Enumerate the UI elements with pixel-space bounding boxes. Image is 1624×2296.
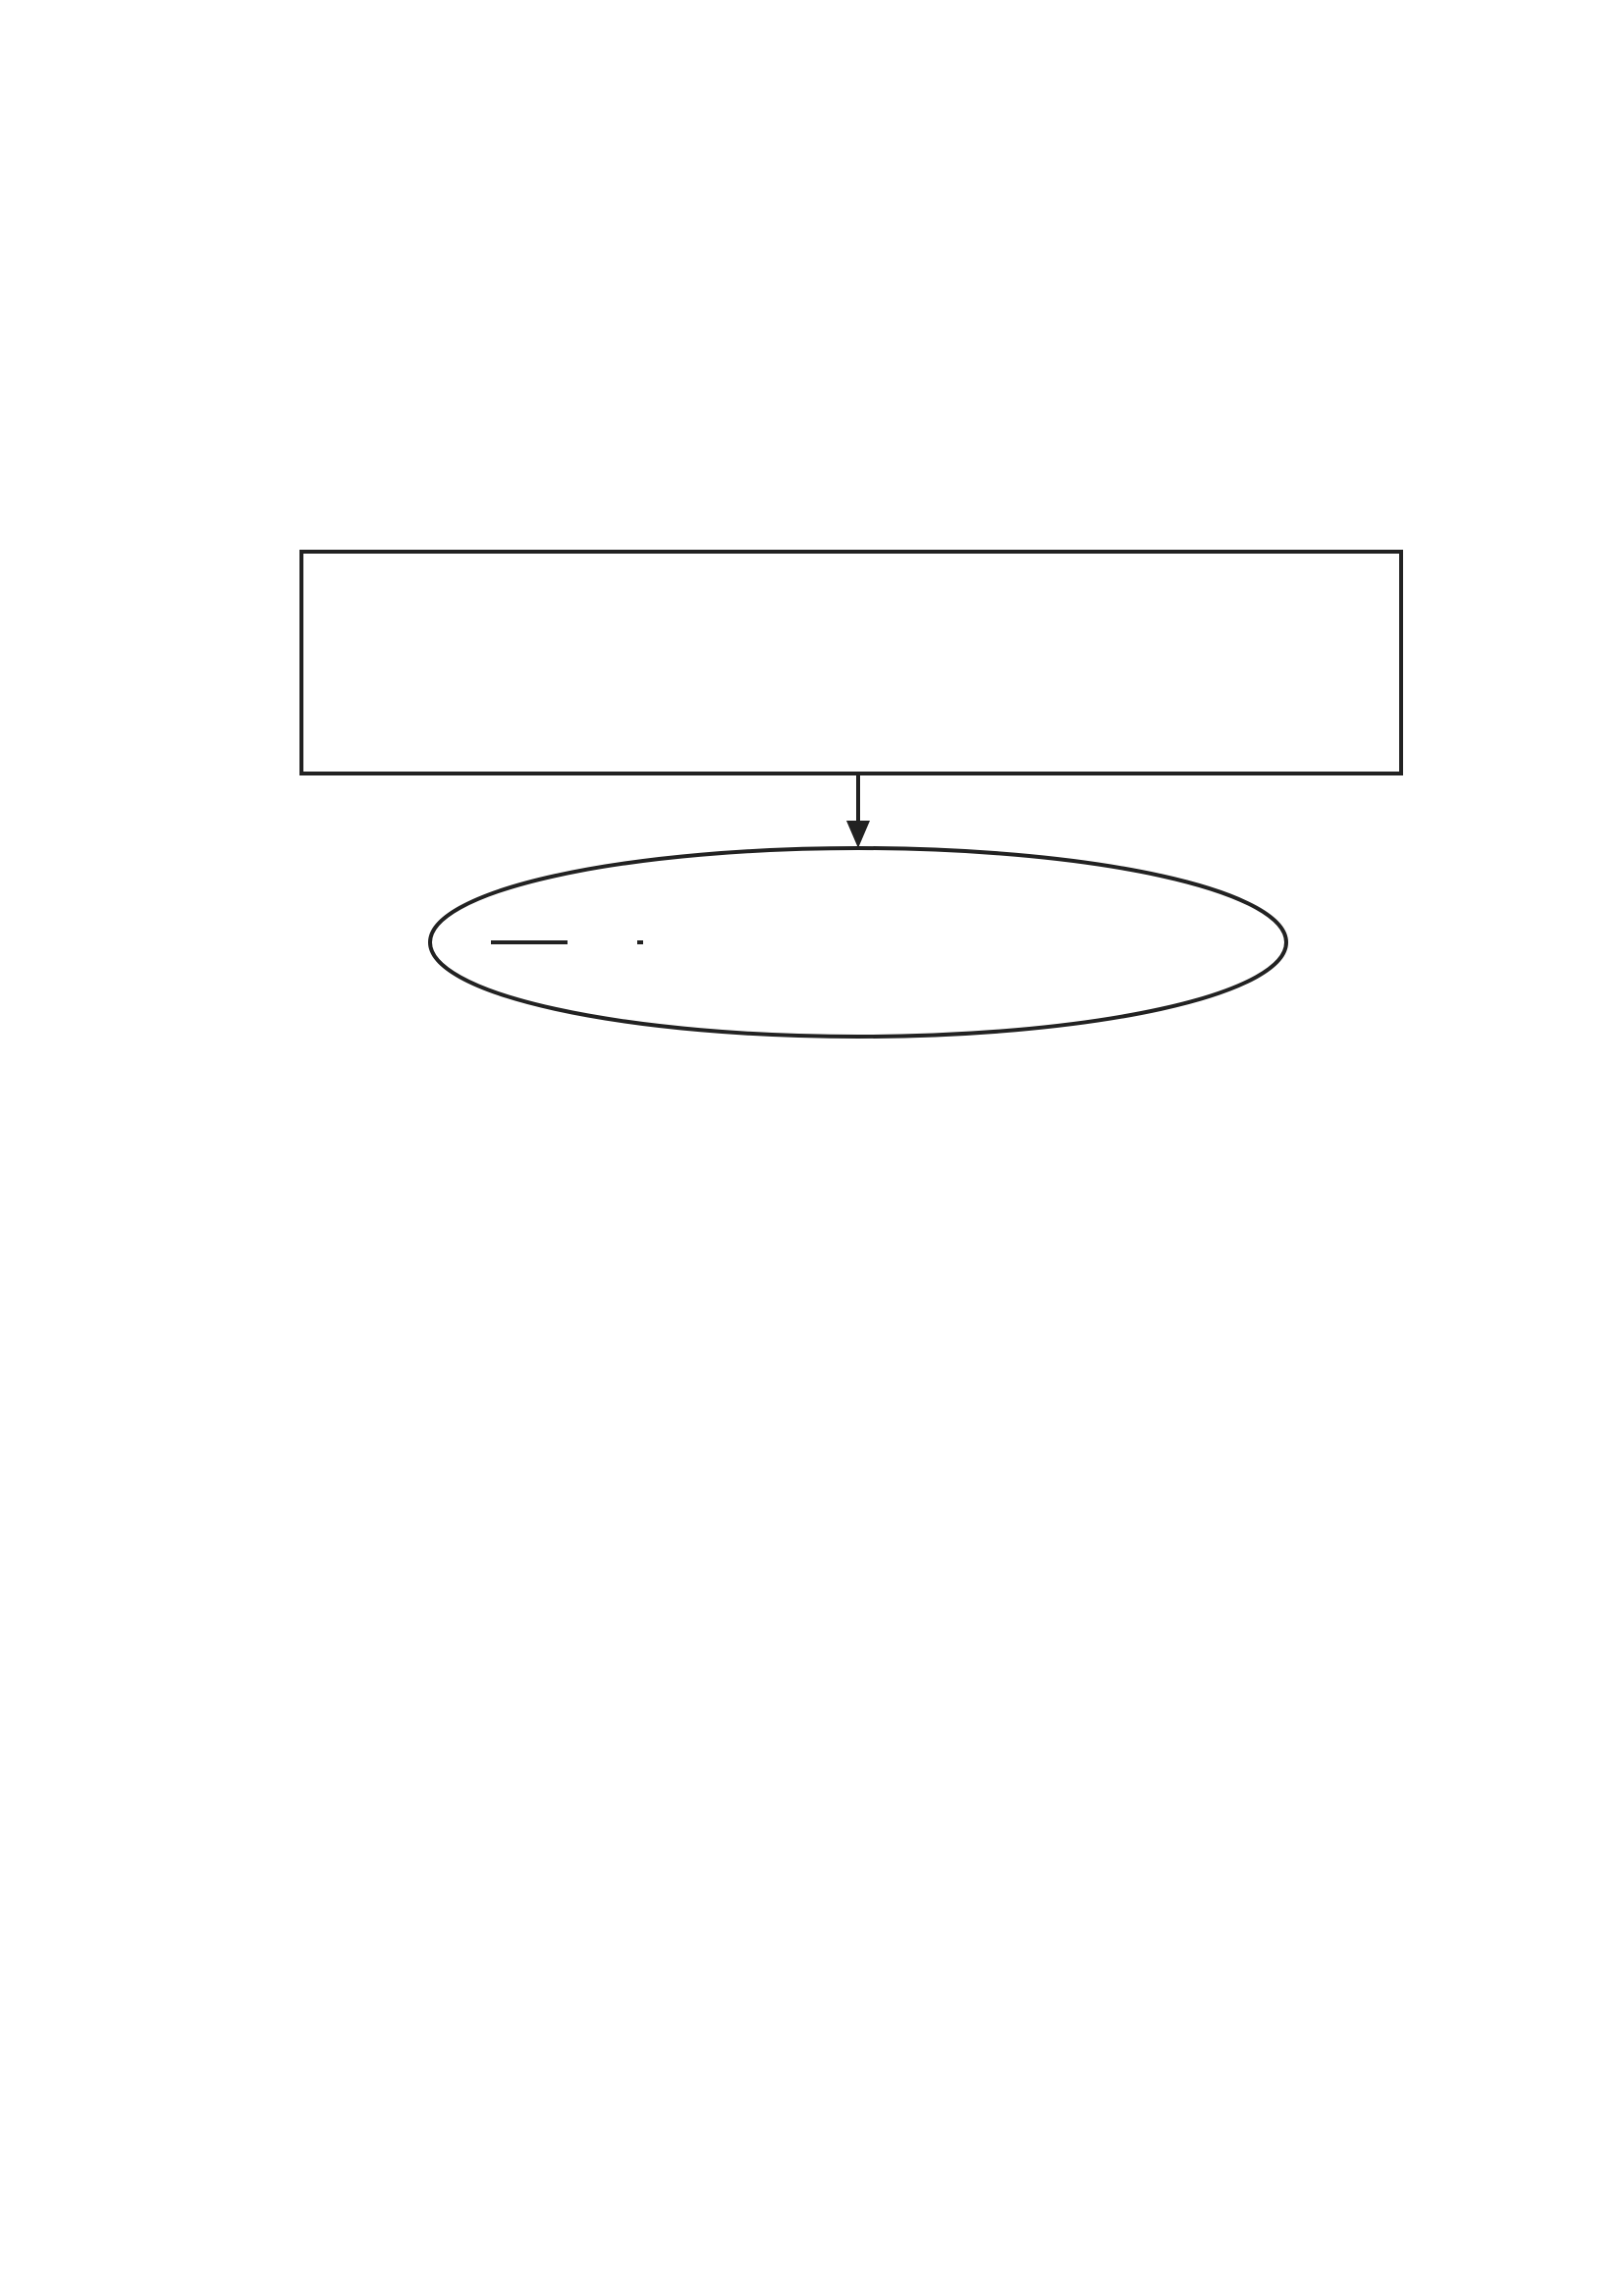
road-zone-ellipse (430, 848, 1286, 1037)
arrow-down-icon (846, 775, 870, 848)
top-description-box (299, 550, 1403, 775)
